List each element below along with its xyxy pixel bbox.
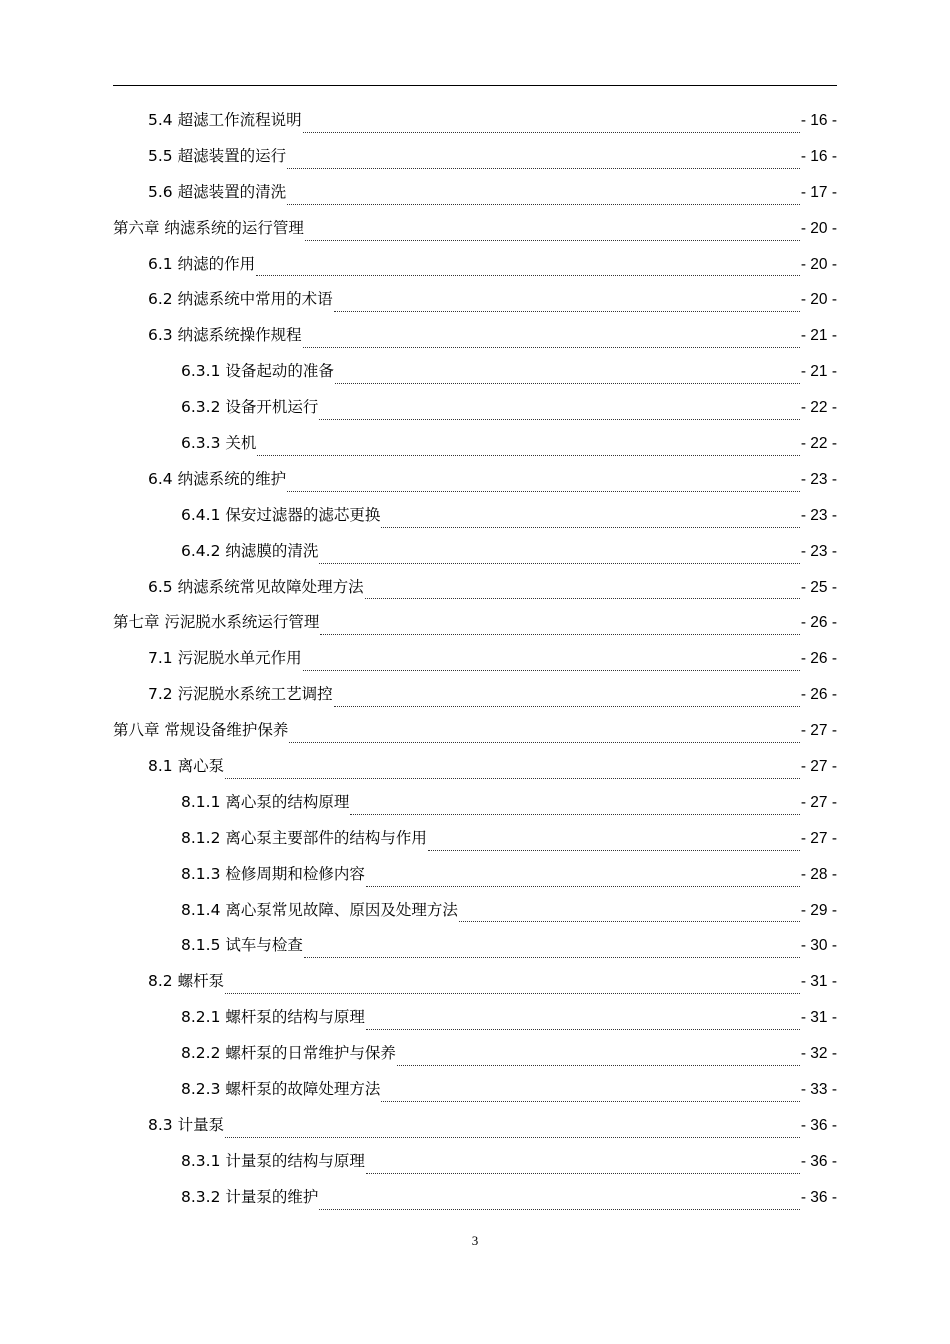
toc-entry[interactable]: [113, 108, 837, 144]
toc-entry-title: 8.3 计量泵: [148, 1115, 225, 1134]
toc-entry-title: 8.2.2 螺杆泵的日常维护与保养: [181, 1044, 396, 1063]
toc-dot-leader: [287, 491, 800, 492]
toc-entry-page: - 17 -: [800, 183, 837, 201]
toc-entry-title: 8.3.1 计量泵的结构与原理: [181, 1151, 365, 1170]
toc-entry-title: 6.3.1 设备起动的准备: [181, 362, 334, 381]
header-rule: [113, 85, 837, 86]
toc-entry[interactable]: [113, 252, 837, 288]
toc-entry-title: 第七章 污泥脱水系统运行管理: [113, 613, 320, 632]
toc-dot-leader: [381, 1101, 799, 1102]
toc-dot-leader: [381, 527, 799, 528]
toc-entry-title: 6.5 纳滤系统常见故障处理方法: [148, 577, 364, 596]
toc-entry-title: 8.2.3 螺杆泵的故障处理方法: [181, 1080, 381, 1099]
toc-entry-title: 第六章 纳滤系统的运行管理: [113, 218, 304, 237]
toc-entry-page: - 36 -: [800, 1152, 837, 1170]
toc-entry-page: - 27 -: [800, 722, 837, 740]
toc-entry[interactable]: [113, 718, 837, 754]
toc-entry-title: 8.2 螺杆泵: [148, 972, 225, 991]
toc-entry-page: - 20 -: [800, 255, 837, 273]
toc-entry-page: - 27 -: [800, 793, 837, 811]
toc-entry[interactable]: [113, 144, 837, 180]
page-number: 3: [471, 1233, 479, 1248]
toc-entry-page: - 30 -: [800, 937, 837, 955]
toc-entry-title: 6.3.2 设备开机运行: [181, 398, 319, 417]
toc-entry-page: - 23 -: [800, 506, 837, 524]
toc-entry-title: 5.5 超滤装置的运行: [148, 146, 287, 165]
toc-entry-page: - 22 -: [800, 399, 837, 417]
toc-entry-title: 第八章 常规设备维护保养: [113, 721, 289, 740]
toc-entry[interactable]: [113, 790, 837, 826]
toc-entry-page: - 16 -: [800, 112, 837, 129]
toc-entry-page: - 26 -: [800, 614, 837, 632]
toc-dot-leader: [334, 311, 800, 312]
toc-entry-title: 7.2 污泥脱水系统工艺调控: [148, 685, 333, 704]
toc-entry-page: - 31 -: [800, 973, 837, 991]
toc-entry[interactable]: [113, 969, 837, 1005]
toc-entry-page: - 16 -: [800, 147, 837, 165]
toc-entry-page: - 20 -: [800, 219, 837, 237]
toc-entry[interactable]: [113, 431, 837, 467]
toc-entry[interactable]: [113, 933, 837, 969]
toc-dot-leader: [365, 598, 800, 599]
toc-entry[interactable]: [113, 1041, 837, 1077]
toc-entry[interactable]: [113, 1149, 837, 1185]
toc-dot-leader: [303, 347, 800, 348]
toc-entry-title: 8.1.5 试车与检查: [181, 936, 303, 955]
toc-dot-leader: [428, 850, 800, 851]
toc-entry-title: 6.4.2 纳滤膜的清洗: [181, 541, 319, 560]
toc-entry-title: 8.1 离心泵: [148, 757, 225, 776]
toc-entry[interactable]: [113, 359, 837, 395]
toc-entry-title: 8.1.1 离心泵的结构原理: [181, 792, 350, 811]
toc-entry-title: 8.1.4 离心泵常见故障、原因及处理方法: [181, 900, 458, 919]
toc-dot-leader: [334, 706, 800, 707]
toc-entry-page: - 21 -: [800, 363, 837, 381]
toc-dot-leader: [287, 204, 800, 205]
toc-dot-leader: [304, 957, 800, 958]
toc-dot-leader: [319, 1209, 799, 1210]
toc-entry-page: - 31 -: [800, 1009, 837, 1027]
toc-entry-title: 6.4.1 保安过滤器的滤芯更换: [181, 505, 381, 524]
toc-entry[interactable]: [113, 826, 837, 862]
toc-entry-page: - 23 -: [800, 470, 837, 488]
toc-entry-title: 6.4 纳滤系统的维护: [148, 469, 287, 488]
toc-dot-leader: [335, 383, 800, 384]
toc-dot-leader: [320, 634, 799, 635]
toc-entry-page: - 33 -: [800, 1081, 837, 1099]
toc-dot-leader: [319, 563, 799, 564]
toc-entry-page: - 21 -: [800, 327, 837, 345]
toc-entry[interactable]: [113, 180, 837, 216]
toc-entry-page: - 27 -: [800, 829, 837, 847]
toc-entry[interactable]: [113, 754, 837, 790]
toc-entry-title: 6.3.3 关机: [181, 434, 257, 453]
toc-entry-page: - 28 -: [800, 865, 837, 883]
toc-entry[interactable]: [113, 646, 837, 682]
toc-entry[interactable]: [113, 575, 837, 611]
toc-entry-page: - 26 -: [800, 650, 837, 668]
toc-dot-leader: [225, 1137, 800, 1138]
toc-entry[interactable]: [113, 1077, 837, 1113]
toc-dot-leader: [256, 275, 800, 276]
toc-dot-leader: [397, 1065, 800, 1066]
toc-dot-leader: [303, 132, 800, 133]
toc-entry-page: - 36 -: [800, 1116, 837, 1134]
toc-entry[interactable]: [113, 682, 837, 718]
toc-dot-leader: [225, 778, 800, 779]
toc-entry-page: - 20 -: [800, 291, 837, 309]
toc-entry[interactable]: [113, 862, 837, 898]
toc-entry-page: - 27 -: [800, 758, 837, 776]
toc-entry-title: 5.4 超滤工作流程说明: [148, 111, 302, 129]
toc-entry[interactable]: [113, 216, 837, 252]
toc-dot-leader: [287, 168, 800, 169]
toc-entry[interactable]: [113, 503, 837, 539]
toc-entry-title: 6.2 纳滤系统中常用的术语: [148, 290, 333, 309]
toc-entry-title: 8.1.2 离心泵主要部件的结构与作用: [181, 828, 427, 847]
toc-entry-title: 8.2.1 螺杆泵的结构与原理: [181, 1008, 365, 1027]
toc-entry-page: - 32 -: [800, 1045, 837, 1063]
toc-entry[interactable]: [113, 1185, 837, 1221]
toc-entry-title: 8.1.3 检修周期和检修内容: [181, 864, 365, 883]
toc-entry-page: - 23 -: [800, 542, 837, 560]
toc-entry[interactable]: [113, 539, 837, 575]
toc-dot-leader: [366, 886, 800, 887]
toc-entry-page: - 26 -: [800, 686, 837, 704]
toc-entry[interactable]: [113, 467, 837, 503]
toc-entry-page: - 22 -: [800, 435, 837, 453]
toc-entry-title: 6.1 纳滤的作用: [148, 254, 256, 273]
toc-dot-leader: [366, 1029, 800, 1030]
toc-entry[interactable]: [113, 1113, 837, 1149]
toc-entry-title: 8.3.2 计量泵的维护: [181, 1187, 319, 1206]
toc-dot-leader: [459, 921, 800, 922]
toc-entry-title: 5.6 超滤装置的清洗: [148, 182, 287, 201]
toc-dot-leader: [225, 993, 800, 994]
toc-dot-leader: [289, 742, 799, 743]
toc-entry-page: - 29 -: [800, 901, 837, 919]
toc-entry-page: - 25 -: [800, 578, 837, 596]
toc-entry-title: 6.3 纳滤系统操作规程: [148, 326, 302, 345]
toc-dot-leader: [366, 1173, 800, 1174]
toc-entry-title: 7.1 污泥脱水单元作用: [148, 649, 302, 668]
toc-entry[interactable]: [113, 395, 837, 431]
table-of-contents: [113, 108, 837, 1221]
toc-dot-leader: [319, 419, 799, 420]
toc-entry[interactable]: [113, 898, 837, 934]
toc-dot-leader: [257, 455, 799, 456]
toc-entry-page: - 36 -: [800, 1188, 837, 1206]
toc-entry[interactable]: [113, 610, 837, 646]
toc-dot-leader: [350, 814, 799, 815]
toc-dot-leader: [305, 240, 800, 241]
toc-entry[interactable]: [113, 1005, 837, 1041]
toc-entry[interactable]: [113, 323, 837, 359]
toc-dot-leader: [303, 670, 800, 671]
toc-entry[interactable]: [113, 287, 837, 323]
